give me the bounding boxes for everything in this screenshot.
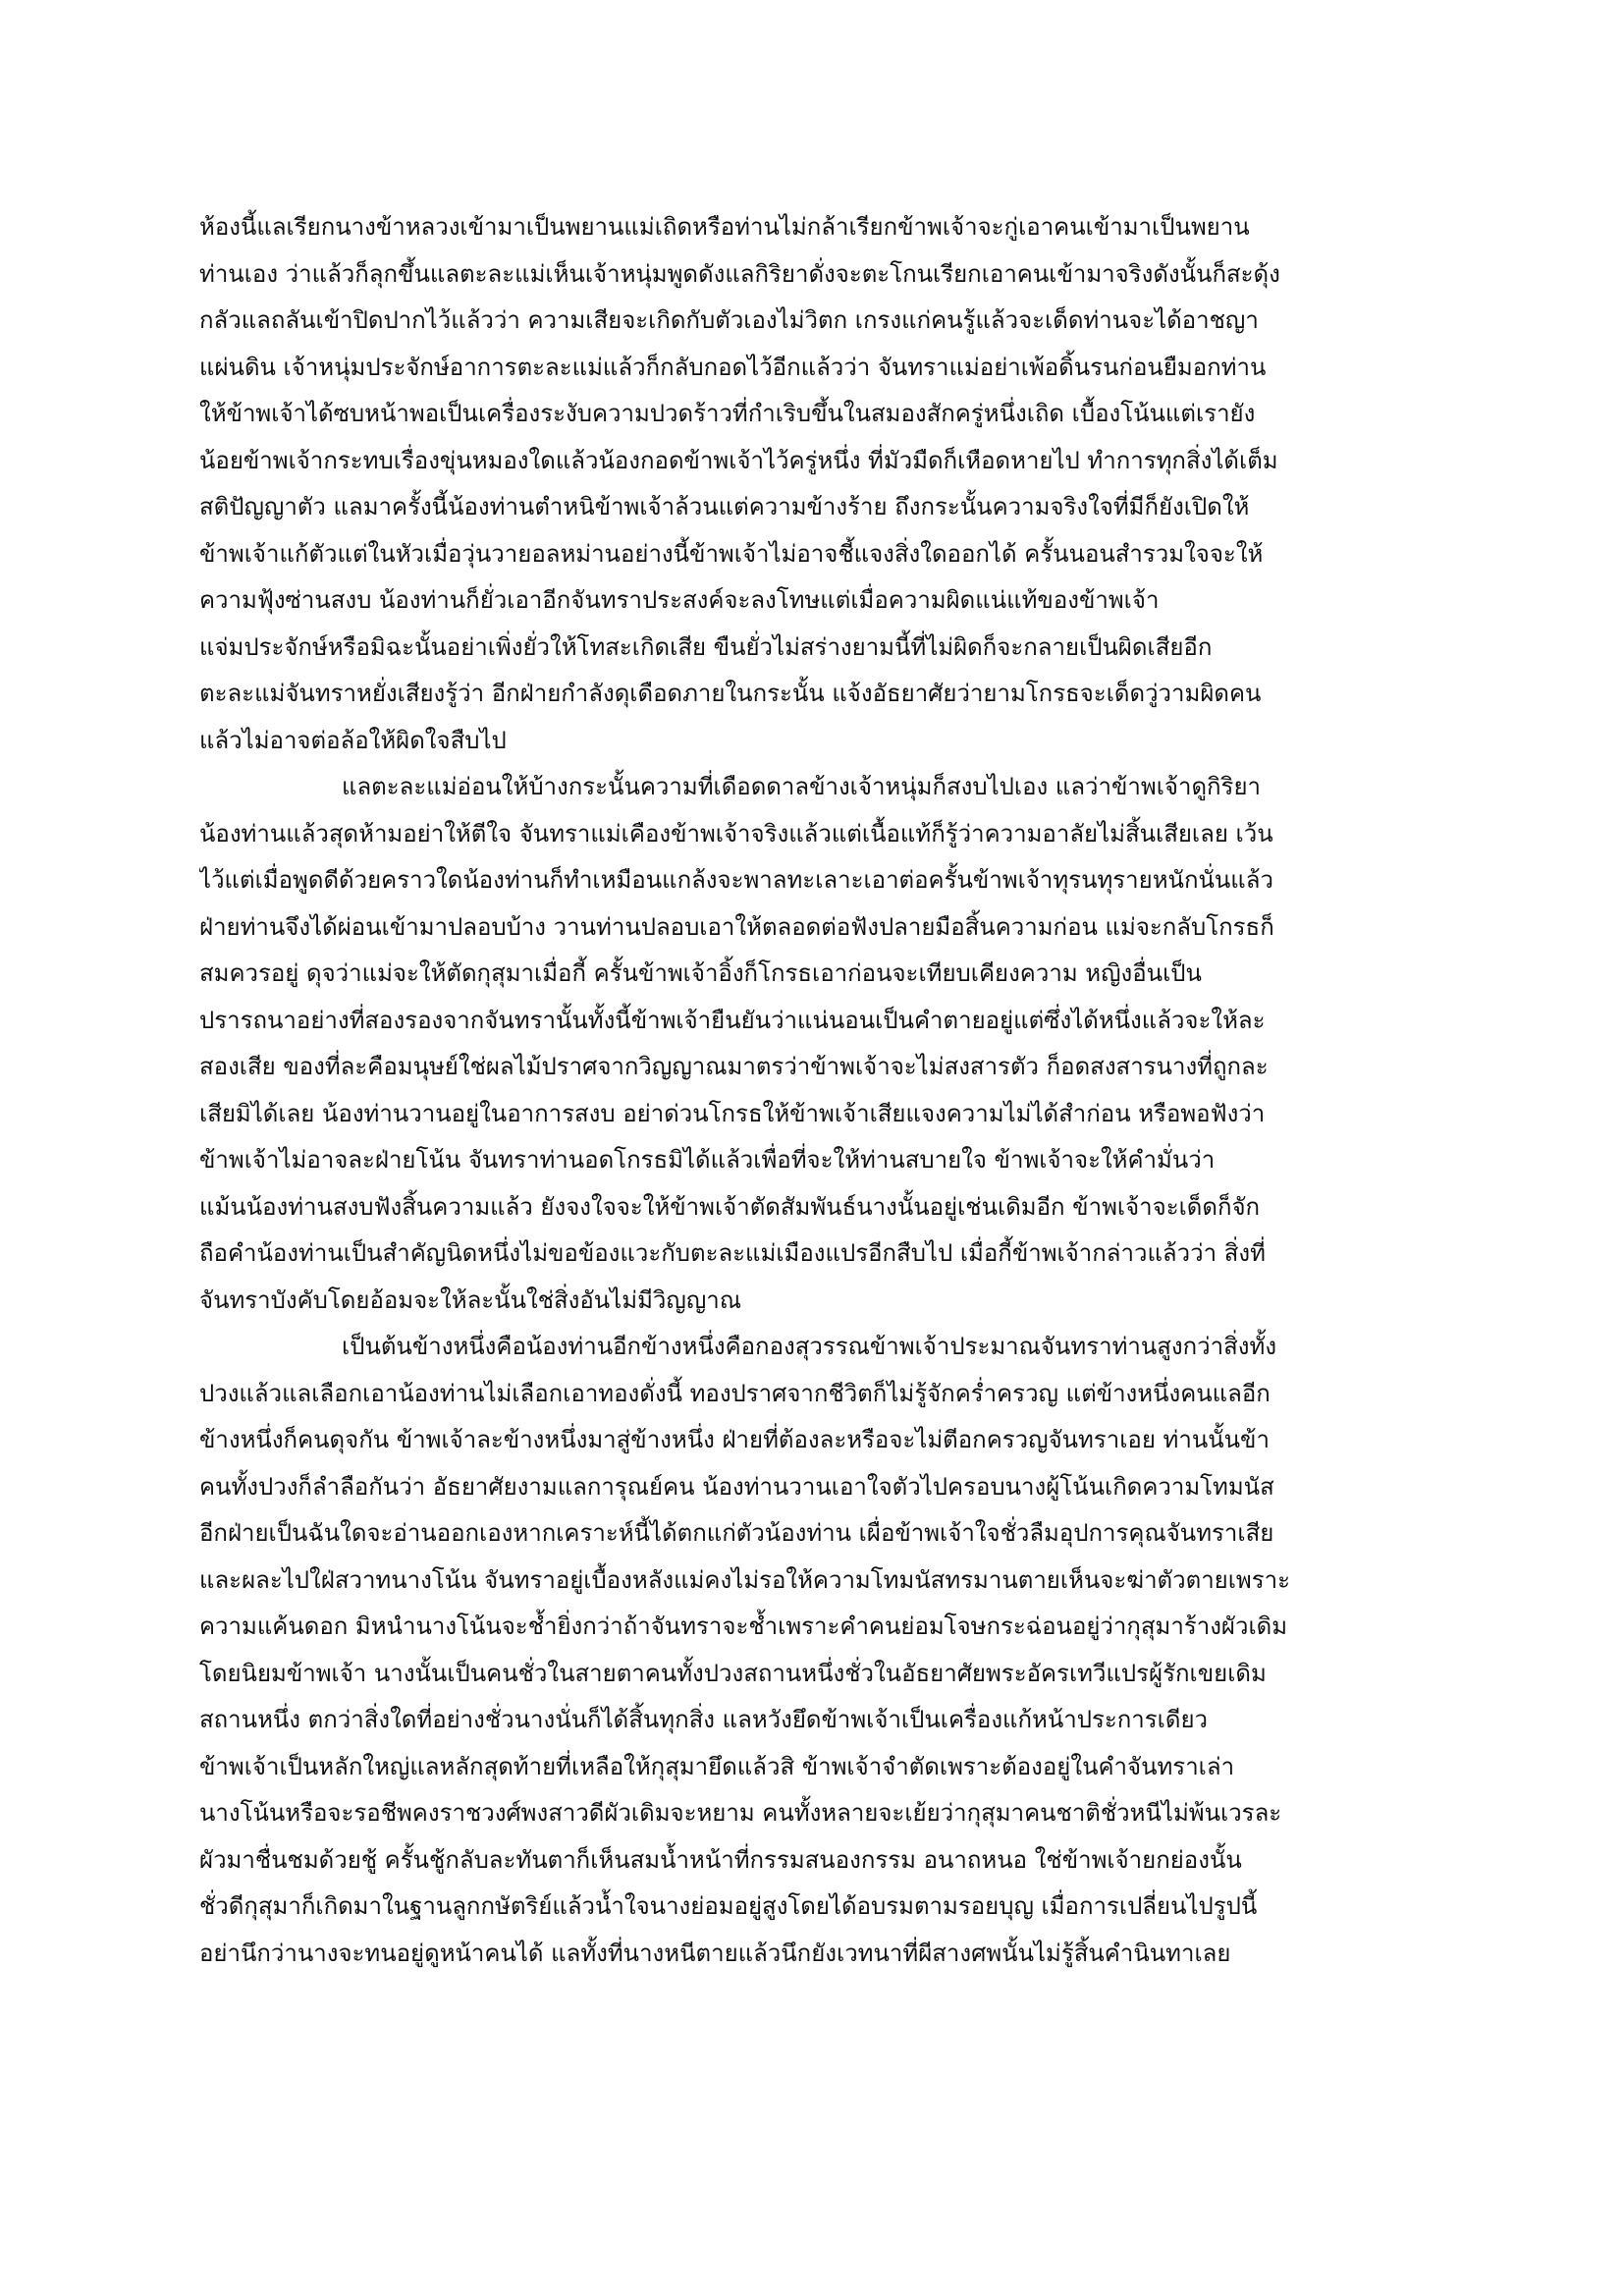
text-line: ข้าพเจ้าแก้ตัวแต่ในหัวเมื่อวุ่นวายอลหม่านอย่างนี้ข้าพเจ้าไม่อาจชี้แจงสิ่งใดออกได้ ครั้นนอนสำรวมใจจะให้ — [199, 539, 1264, 568]
text-line: ถือคำน้องท่านเป็นสำคัญนิดหนึ่งไม่ขอข้องแวะกับตะละแม่เมืองแปรอีกสืบไป เมื่อกี้ข้าพเจ้ากล่าวแล้วว่า สิ่งที่ — [199, 1239, 1266, 1267]
text-line: จันทราบังคับโดยอ้อมจะให้ละนั้นใช่สิ่งอันไม่มีวิญญาณ — [199, 1285, 742, 1314]
text-line: ความแค้นดอก มิหนำนางโน้นจะช้ำยิ่งกว่าถ้าจันทราจะช้ำเพราะคำคนย่อมโจษกระฉ่อนอยู่ว่ากุสุมาร้างผัวเดิม — [199, 1613, 1288, 1640]
text-line-indented: แลตะละแม่อ่อนให้บ้างกระนั้นความที่เดือดดาลข้างเจ้าหนุ่มก็สงบไปเอง แลว่าข้าพเจ้าดูกิริยา — [342, 773, 1261, 800]
paragraph-2 — [199, 764, 1434, 1324]
text-line: แล้วไม่อาจต่อล้อให้ผิดใจสืบไป — [199, 726, 507, 754]
text-line: น้อยข้าพเจ้ากระทบเรื่องขุ่นหมองใดแล้วน้องกอดข้าพเจ้าไว้ครู่หนึ่ง ที่มัวมืดก็เหือดหายไป ทำการทุกสิ่งได้เต็ม — [199, 446, 1278, 474]
text-line: ฝ่ายท่านจึงได้ผ่อนเข้ามาปลอบบ้าง วานท่านปลอบเอาให้ตลอดต่อฟังปลายมือสิ้นความก่อน แม่จะกลับโกรธก็ — [199, 912, 1274, 941]
text-line: แผ่นดิน เจ้าหนุ่มประจักษ์อาการตะละแม่แล้วก็กลับกอดไว้อีกแล้วว่า จันทราแม่อย่าเพ้อดิ้นรนก่อนยืมอกท่าน — [199, 353, 1267, 381]
document-body — [199, 204, 1434, 1977]
text-line: คนทั้งปวงก็ลำลือกันว่า อัธยาศัยงามแลการุณย์คน น้องท่านวานเอาใจตัวไปครอบนางผู้โน้นเกิดความโทมนัส — [199, 1472, 1274, 1501]
paragraph-1 — [199, 204, 1434, 764]
text-line-indented: เป็นต้นข้างหนึ่งคือน้องท่านอีกข้างหนึ่งคือกองสุวรรณข้าพเจ้าประมาณจันทราท่านสูงกว่าสิ่งทั้ง — [342, 1333, 1277, 1360]
text-line: ข้าพเจ้าเป็นหลักใหญ่แลหลักสุดท้ายที่เหลือให้กุสุมายึดแล้วสิ ข้าพเจ้าจำตัดเพราะต้องอยู่ในคำจันทราเล่า — [199, 1752, 1235, 1780]
text-line: นางโน้นหรือจะรอชีพคงราชวงศ์พงสาวดีผัวเดิมจะหยาม คนทั้งหลายจะเย้ยว่ากุสุมาคนชาติชั่วหนีไม่พ้นเวรละ — [199, 1799, 1282, 1827]
text-line: แม้นน้องท่านสงบฟังสิ้นความแล้ว ยังจงใจจะให้ข้าพเจ้าตัดสัมพันธ์นางนั้นอยู่เช่นเดิมอีก ข้าพเจ้าจะเด็ดก็จัก — [199, 1192, 1261, 1221]
text-line: กลัวแลถลันเข้าปิดปากไว้แล้วว่า ความเสียจะเกิดกับตัวเองไม่วิตก เกรงแก่คนรู้แล้วจะเด็ดท่านจะได้อาชญา — [199, 306, 1259, 334]
text-line: น้องท่านแล้วสุดห้ามอย่าให้ตีใจ จันทราแม่เคืองข้าพเจ้าจริงแล้วแต่เนื้อแท้ก็รู้ว่าความอาลัยไม่สิ้นเสียเลย เว้น — [199, 819, 1273, 847]
text-line: อีกฝ่ายเป็นฉันใดจะอ่านออกเองหากเคราะห์นี้ได้ตกแก่ตัวน้องท่าน เผื่อข้าพเจ้าใจชั่วลืมอุปการคุณจันทราเสีย — [199, 1519, 1274, 1547]
text-line: ให้ข้าพเจ้าได้ซบหน้าพอเป็นเครื่องระงับความปวดร้าวที่กำเริบขึ้นในสมองสักครู่หนึ่งเถิด เบื้องโน้นแต่เรายัง — [199, 400, 1256, 427]
text-line: ไว้แต่เมื่อพูดดีด้วยคราวใดน้องท่านก็ทำเหมือนแกล้งจะพาลทะเลาะเอาต่อครั้นข้าพเจ้าทุรนทุรายหนักนั่นแล้ว — [199, 866, 1273, 894]
text-line: สติปัญญาตัว แลมาครั้งนี้น้องท่านตำหนิข้าพเจ้าล้วนแต่ความข้างร้าย ถึงกระนั้นความจริงใจที่มีก็ยังเปิดให้ — [199, 493, 1250, 520]
text-line: ท่านเอง ว่าแล้วก็ลุกขึ้นแลตะละแม่เห็นเจ้าหนุ่มพูดดังแลกิริยาดั่งจะตะโกนเรียกเอาคนเข้ามาจริงดังนั้นก็สะดุ้ง — [199, 259, 1280, 288]
text-line: สมควรอยู่ ดุจว่าแม่จะให้ตัดกุสุมาเมื่อกี้ ครั้นข้าพเจ้าอิ้งก็โกรธเอาก่อนจะเทียบเคียงความ หญิงอื่นเป็น — [199, 959, 1202, 987]
text-line: และผละไปใฝ่สวาทนางโน้น จันทราอยู่เบื้องหลังแม่คงไม่รอให้ความโทมนัสทรมานตายเห็นจะฆ่าตัวตายเพราะ — [199, 1565, 1291, 1594]
text-line: ความฟุ้งซ่านสงบ น้องท่านก็ยั่วเอาอีกจันทราประสงค์จะลงโทษแต่เมื่อความผิดแน่แท้ของข้าพเจ้า — [199, 586, 1160, 614]
text-line: แจ่มประจักษ์หรือมิฉะนั้นอย่าเพิ่งยั่วให้โทสะเกิดเสีย ขืนยั่วไม่สร่างยามนี้ที่ไม่ผิดก็จะกลายเป็นผิดเสียอีก — [199, 632, 1213, 661]
text-line: โดยนิยมข้าพเจ้า นางนั้นเป็นคนชั่วในสายตาคนทั้งปวงสถานหนึ่งชั่วในอัธยาศัยพระอัครเทวีแปรผู้รักเขยเดิม — [199, 1659, 1267, 1687]
text-line: ปวงแล้วแลเลือกเอาน้องท่านไม่เลือกเอาทองดั่งนี้ ทองปราศจากชีวิตก็ไม่รู้จักคร่ำครวญ แต่ข้างหนึ่งคนแลอีก — [199, 1379, 1271, 1407]
text-line: ข้าพเจ้าไม่อาจละฝ่ายโน้น จันทราท่านอดโกรธมิได้แล้วเพื่อที่จะให้ท่านสบายใจ ข้าพเจ้าจะให้คำมั่นว่า — [199, 1146, 1216, 1174]
text-line: ผัวมาชื่นชมด้วยชู้ ครั้นชู้กลับละทันตาก็เห็นสมน้ำหน้าที่กรรมสนองกรรม อนาถหนอ ใช่ข้าพเจ้ายกย่องนั้น — [199, 1845, 1242, 1874]
text-line: เสียมิได้เลย น้องท่านวานอยู่ในอาการสงบ อย่าด่วนโกรธให้ข้าพเจ้าเสียแจงความไม่ได้สำก่อน หรือพอฟังว่า — [199, 1099, 1266, 1127]
paragraph-3 — [199, 1324, 1434, 1977]
text-line: อย่านึกว่านางจะทนอยู่ดูหน้าคนได้ แลทั้งที่นางหนีตายแล้วนึกยังเวทนาที่ผีสางศพนั้นไม่รู้สิ้นคำนินทาเลย — [199, 1939, 1231, 1967]
text-line: สถานหนึ่ง ตกว่าสิ่งใดที่อย่างชั่วนางนั่นก็ได้สิ้นทุกสิ่ง แลหวังยึดข้าพเจ้าเป็นเครื่องแก้หน้าประการเดียว — [199, 1706, 1208, 1733]
text-line: ปรารถนาอย่างที่สองรองจากจันทรานั้นทั้งนี้ข้าพเจ้ายืนยันว่าแน่นอนเป็นคำตายอยู่แต่ซึ่งได้หนึ่งแล้วจะให้ละ — [199, 1006, 1266, 1034]
text-line: ห้องนี้แลเรียกนางข้าหลวงเข้ามาเป็นพยานแม่เถิดหรือท่านไม่กล้าเรียกข้าพเจ้าจะกู่เอาคนเข้ามาเป็นพยาน — [199, 213, 1250, 241]
text-line: ชั่วดีกุสุมาก็เกิดมาในฐานลูกกษัตริย์แล้วน้ำใจนางย่อมอยู่สูงโดยได้อบรมตามรอยบุญ เมื่อการเปลี่ยนไปรูปนี้ — [199, 1892, 1258, 1920]
text-line: ตะละแม่จันทราหยั่งเสียงรู้ว่า อีกฝ่ายกำลังดุเดือดภายในกระนั้น แจ้งอัธยาศัยว่ายามโกรธจะเด็ดวู่วามผิดคน — [199, 680, 1262, 707]
text-line: ข้างหนึ่งก็คนดุจกัน ข้าพเจ้าละข้างหนึ่งมาสู่ข้างหนึ่ง ฝ่ายที่ต้องละหรือจะไม่ตีอกครวญจันทราเอย ท่านนั้นข้า — [199, 1426, 1270, 1453]
text-line: สองเสีย ของที่ละคือมนุษย์ใช่ผลไม้ปราศจากวิญญาณมาตรว่าข้าพเจ้าจะไม่สงสารตัว ก็อดสงสารนางที่ถูกละ — [199, 1053, 1269, 1080]
